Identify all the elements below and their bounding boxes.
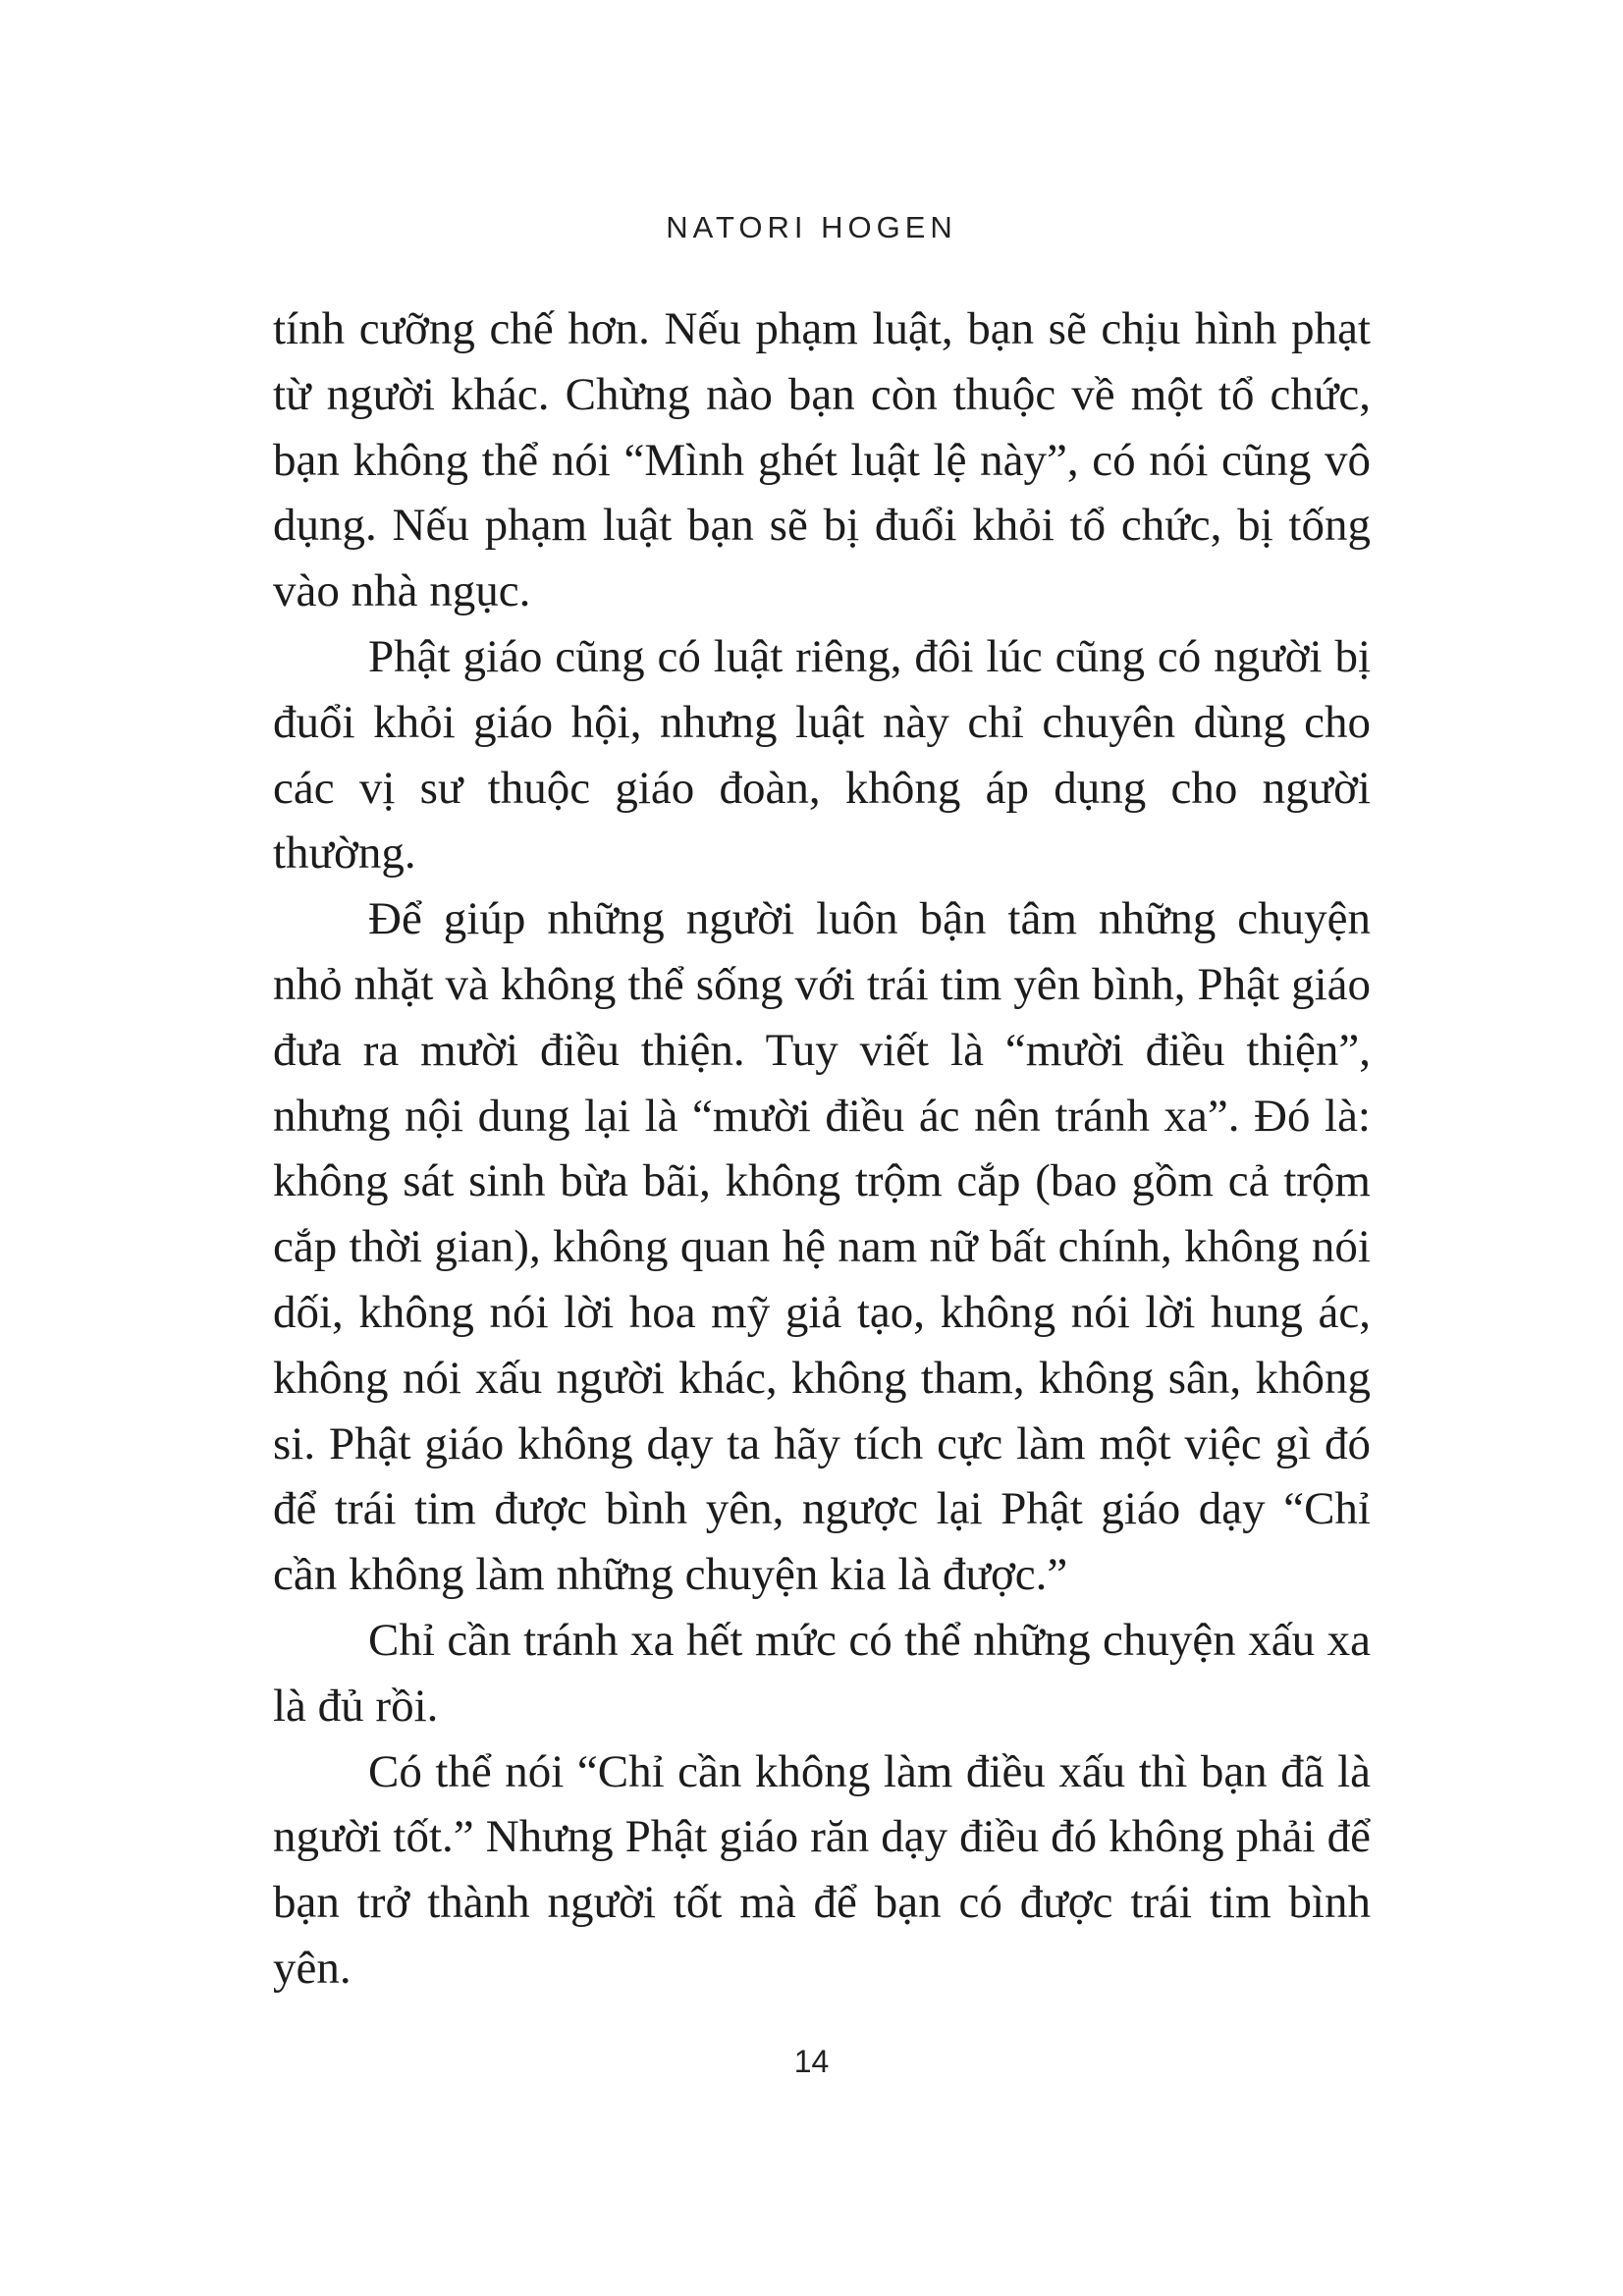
paragraph: Phật giáo cũng có luật riêng, đôi lúc cũng có người bị đuổi khỏi giáo hội, nhưng luật này chỉ chuyên dùng cho các vị sư thuộc giáo đoàn, không áp dụng cho người thường.	[273, 630, 1371, 880]
paragraph-continued: tính cưỡng chế hơn. Nếu phạm luật, bạn sẽ chịu hình phạt từ người khác. Chừng nào bạn còn thuộc về một tổ chức, bạn không thể nói “Mình ghét luật lệ này”, có nói cũng vô dụng. Nếu phạm luật bạn sẽ bị đuổi khỏi tổ chức, bị tống vào nhà ngục.	[273, 303, 1371, 617]
paragraph: Có thể nói “Chỉ cần không làm điều xấu thì bạn đã là người tốt.” Nhưng Phật giáo răn dạy điều đó không phải để bạn trở thành người tốt mà để bạn có được trái tim bình yên.	[273, 1745, 1371, 1994]
paragraph: Chỉ cần tránh xa hết mức có thể những chuyện xấu xa là đủ rồi.	[273, 1614, 1371, 1732]
body-text	[273, 296, 1371, 2002]
page-number: 14	[793, 2044, 830, 2079]
running-header: NATORI HOGEN	[666, 210, 957, 244]
paragraph: Để giúp những người luôn bận tâm những chuyện nhỏ nhặt và không thể sống với trái tim yên bình, Phật giáo đưa ra mười điều thiện. Tuy viết là “mười điều thiện”, nhưng nội dung lại là “mười điều ác nên tránh xa”. Đó là: không sát sinh bừa bãi, không trộm cắp (bao gồm cả trộm cắp thời gian), không quan hệ nam nữ bất chính, không nói dối, không nói lời hoa mỹ giả tạo, không nói lời hung ác, không nói xấu người khác, không tham, không sân, không si. Phật giáo không dạy ta hãy tích cực làm một việc gì đó để trái tim được bình yên, ngược lại Phật giáo dạy “Chỉ cần không làm những chuyện kia là được.”	[273, 893, 1371, 1601]
